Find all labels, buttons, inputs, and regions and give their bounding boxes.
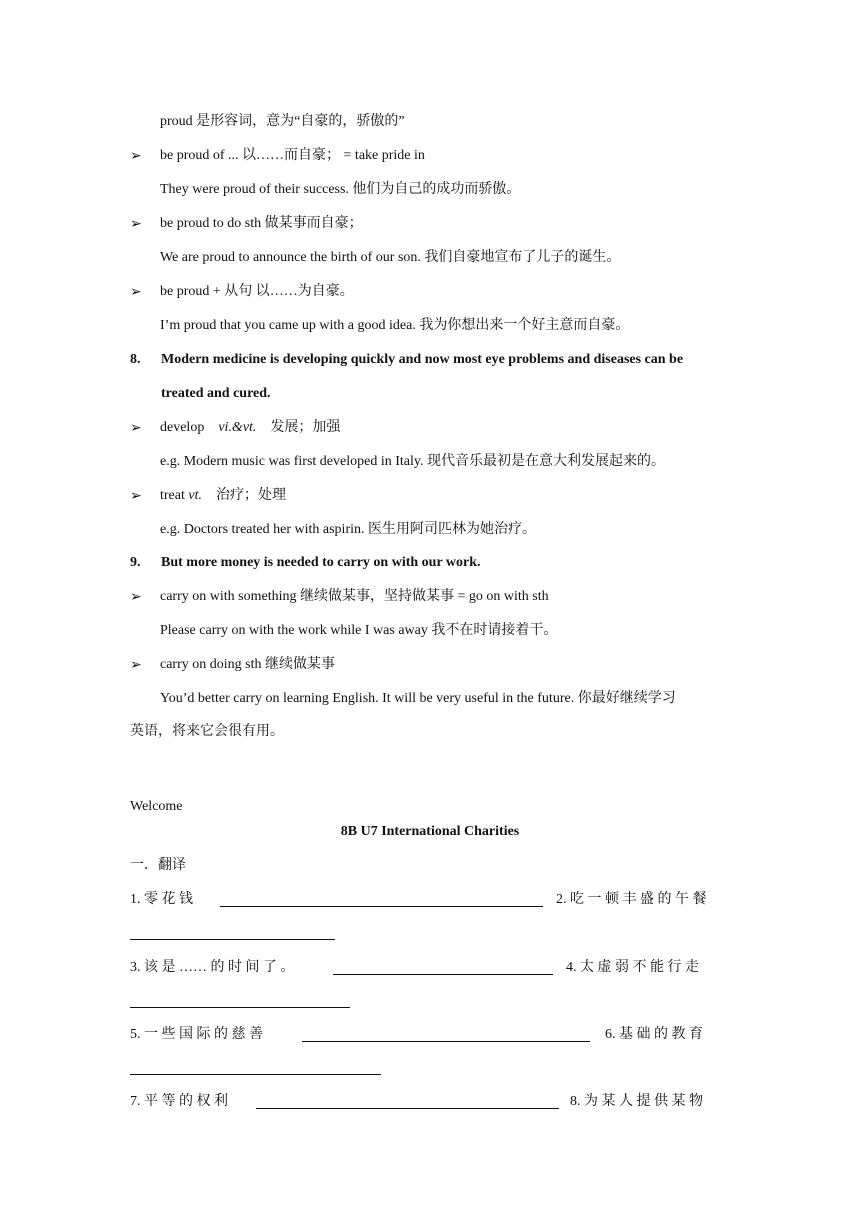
example-treat: e.g. Doctors treated her with aspirin. 医生用阿司匹林为她治疗。 [160,522,536,537]
item-4-label: 4. 太 虚 弱 不 能 行 走 [566,960,699,975]
example-be-proud-clause: I’m proud that you came up with a good idea. 我为你想出来一个好主意而自豪。 [160,318,630,333]
bullet-be-proud-to: ➢ be proud to do sth 做某事而自豪； [160,214,363,234]
item-8-label: 8. 为 某 人 提 供 某 物 [570,1094,703,1109]
item-3-blank[interactable] [333,974,553,975]
item-7-blank[interactable] [256,1108,559,1109]
example-carry-on-with: Please carry on with the work while I was away 我不在时请接着干。 [160,623,558,638]
item-5-blank[interactable] [302,1041,590,1042]
sentence-8-line-1: Modern medicine is developing quickly and now most eye problems and diseases can be [161,352,684,367]
item-3-label: 3. 该 是 …… 的 时 间 了 。 [130,960,295,975]
bullet-carry-on-with: ➢ carry on with something 继续做某事，坚持做某事 = go on with sth [160,587,549,607]
section-heading: 一．翻译 [130,858,186,873]
sentence-9-text: But more money is needed to carry on with our work. [161,555,481,570]
bullet-treat [160,486,286,506]
sentence-8-number: 8. [130,352,141,367]
item-4-blank[interactable] [130,1007,350,1008]
sentence-9 [130,553,481,573]
develop-definition: 发展；加强 [270,420,341,435]
item-2-label: 2. 吃 一 顿 丰 盛 的 午 餐 [556,892,707,907]
item-6-label: 6. 基 础 的 教 育 [605,1027,703,1042]
bullet-carry-on-doing: ➢ carry on doing sth 继续做某事 [160,655,335,675]
develop-word: develop [160,420,205,435]
example-carry-on-doing-line-2: 英语，将来它会很有用。 [130,724,284,739]
treat-word: treat [160,488,185,503]
sentence-8-line-2: treated and cured. [161,386,271,401]
example-be-proud-of: They were proud of their success. 他们为自己的成功而骄傲。 [160,182,521,197]
example-carry-on-doing-line-1: You’d better carry on learning English. It will be very useful in the future. 你最好继续学习 [160,691,676,706]
sentence-8 [130,350,683,370]
item-1-blank[interactable] [220,906,543,907]
item-5-label: 5. 一 些 国 际 的 慈 善 [130,1027,263,1042]
bullet-develop [160,418,340,438]
sentence-9-number: 9. [130,555,141,570]
bullet-be-proud-clause: ➢ be proud + 从句 以……为自豪。 [160,282,354,302]
item-6-blank[interactable] [130,1074,381,1075]
treat-pos: vt. [188,488,202,503]
example-be-proud-to: We are proud to announce the birth of our son. 我们自豪地宣布了儿子的诞生。 [160,250,621,265]
item-2-blank[interactable] [130,939,335,940]
bullet-be-proud-of: ➢ be proud of ... 以……而自豪； = take pride in [160,146,425,166]
treat-definition: 治疗；处理 [215,488,286,503]
example-develop: e.g. Modern music was first developed in Italy. 现代音乐最初是在意大利发展起来的。 [160,454,665,469]
welcome-label: Welcome [130,799,183,814]
unit-title: 8B U7 International Charities [340,824,520,839]
develop-pos: vi.&vt. [218,420,257,435]
item-7-label: 7. 平 等 的 权 利 [130,1094,228,1109]
item-1-label: 1. 零 花 钱 [130,892,193,907]
proud-definition: proud 是形容词，意为“自豪的，骄傲的” [160,114,405,129]
